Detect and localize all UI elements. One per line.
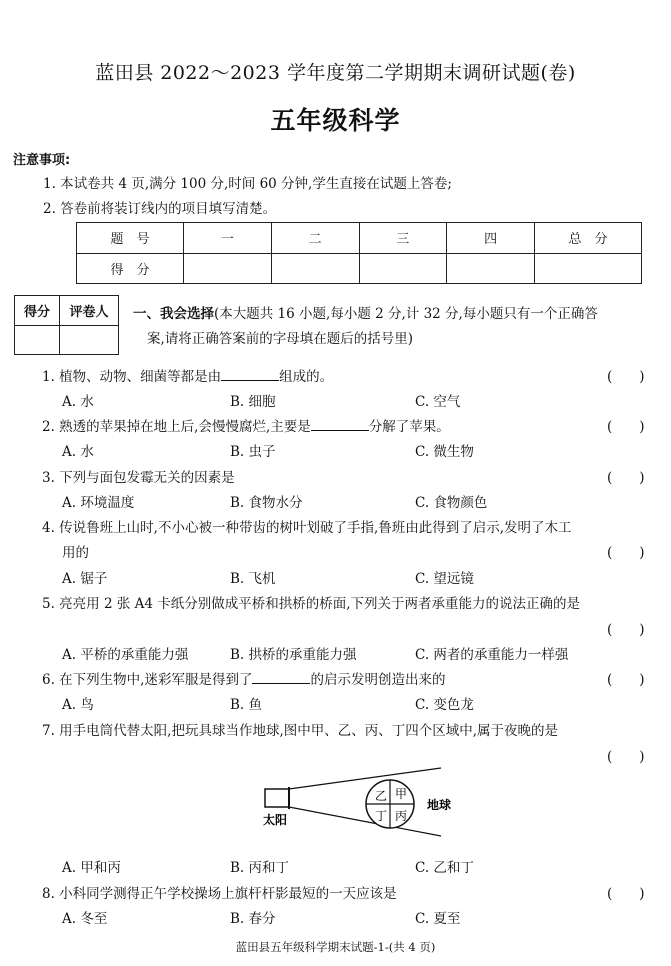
score-header-cell: 二	[271, 223, 359, 254]
section-1-title: 一、我会选择	[133, 306, 214, 322]
grader-score-blank[interactable]	[15, 325, 60, 355]
question-4-stem: 4. 传说鲁班上山时,不小心被一种带齿的树叶划破了手指,鲁班由此得到了启示,发明了木工	[42, 520, 572, 536]
answer-bracket[interactable]: ( )	[607, 545, 645, 561]
score-row-label: 得 分	[77, 253, 184, 284]
score-blank-cell[interactable]	[184, 253, 272, 284]
answer-bracket[interactable]: ( )	[607, 672, 645, 688]
score-header-cell: 三	[359, 223, 447, 254]
score-header-cell: 一	[184, 223, 272, 254]
question-8-option-a: A. 冬至	[62, 911, 108, 927]
score-blank-cell[interactable]	[447, 253, 535, 284]
section-1-desc-line2: 案,请将正确答案前的字母填在题后的括号里)	[147, 331, 414, 347]
question-3-option-a: A. 环境温度	[62, 495, 135, 511]
score-blank-cell[interactable]	[271, 253, 359, 284]
grader-name-label: 评卷人	[60, 296, 119, 326]
question-6-option-b: B. 鱼	[230, 697, 263, 713]
question-1-option-b: B. 细胞	[230, 394, 276, 410]
question-2-stem: 2. 熟透的苹果掉在地上后,会慢慢腐烂,主要是 分解了苹果。	[42, 419, 450, 435]
question-8-option-b: B. 春分	[230, 911, 276, 927]
answer-blank[interactable]	[311, 418, 369, 431]
page-footer: 蓝田县五年级科学期末试题-1-(共 4 页)	[235, 940, 436, 954]
answer-bracket[interactable]: ( )	[607, 470, 645, 486]
grader-name-blank[interactable]	[60, 325, 119, 355]
answer-bracket[interactable]: ( )	[607, 749, 645, 765]
notice-item-2: 2. 答卷前将装订线内的项目填写清楚。	[43, 201, 277, 217]
earth-label: 地球	[426, 798, 452, 812]
region-label-ding: 丁	[374, 809, 388, 823]
region-label-jia: 甲	[394, 787, 408, 801]
score-header-cell: 四	[447, 223, 535, 254]
flashlight-icon	[265, 789, 289, 807]
answer-blank[interactable]	[221, 368, 279, 381]
question-5-option-c: C. 两者的承重能力一样强	[415, 647, 569, 663]
question-3-stem: 3. 下列与面包发霉无关的因素是	[42, 470, 235, 486]
notice-item-1: 1. 本试卷共 4 页,满分 100 分,时间 60 分钟,学生直接在试题上答卷;	[43, 176, 452, 192]
flashlight-globe-figure	[255, 762, 455, 844]
section-1-desc-line1: (本大题共 16 小题,每小题 2 分,计 32 分,每小题只有一个正确答	[214, 306, 598, 322]
score-blank-cell[interactable]	[535, 253, 642, 284]
score-header-cell: 题 号	[77, 223, 184, 254]
question-8-option-c: C. 夏至	[415, 911, 461, 927]
question-8-stem: 8. 小科同学测得正午学校操场上旗杆杆影最短的一天应该是	[42, 886, 397, 902]
question-7-option-a: A. 甲和丙	[62, 860, 121, 876]
question-4-option-c: C. 望远镜	[415, 571, 474, 587]
question-4-option-b: B. 飞机	[230, 571, 276, 587]
grader-score-label: 得分	[15, 296, 60, 326]
answer-bracket[interactable]: ( )	[607, 369, 645, 385]
score-table	[76, 222, 642, 284]
answer-bracket[interactable]: ( )	[607, 622, 645, 638]
score-header-cell: 总 分	[535, 223, 642, 254]
score-blank-cell[interactable]	[359, 253, 447, 284]
question-6-option-a: A. 鸟	[62, 697, 94, 713]
question-2-option-c: C. 微生物	[415, 444, 474, 460]
light-beam-upper	[289, 768, 441, 789]
question-4-option-a: A. 锯子	[62, 571, 108, 587]
sun-label: 太阳	[262, 813, 288, 827]
question-2-option-b: B. 虫子	[230, 444, 276, 460]
question-6-option-c: C. 变色龙	[415, 697, 474, 713]
notice-heading: 注意事项:	[13, 153, 71, 168]
question-6-stem: 6. 在下列生物中,迷彩军服是得到了 的启示发明创造出来的	[42, 672, 446, 688]
region-label-bing: 丙	[394, 809, 408, 823]
question-2-option-a: A. 水	[62, 444, 94, 460]
light-beam-lower	[289, 807, 441, 836]
answer-bracket[interactable]: ( )	[607, 886, 645, 902]
question-1-option-a: A. 水	[62, 394, 94, 410]
question-5-option-a: A. 平桥的承重能力强	[62, 647, 189, 663]
question-7-stem: 7. 用手电筒代替太阳,把玩具球当作地球,图中甲、乙、丙、丁四个区域中,属于夜晚的是	[42, 723, 559, 739]
exam-title: 蓝田县 2022～2023 学年度第二学期期末调研试题(卷)	[95, 62, 576, 84]
region-label-yi: 乙	[374, 789, 388, 803]
question-3-option-c: C. 食物颜色	[415, 495, 488, 511]
answer-blank[interactable]	[252, 671, 310, 684]
section-1-heading	[133, 302, 598, 352]
question-5-stem: 5. 亮亮用 2 张 A4 卡纸分别做成平桥和拱桥的桥面,下列关于两者承重能力的说法正确的是	[42, 596, 581, 612]
question-5-option-b: B. 拱桥的承重能力强	[230, 647, 357, 663]
question-1-stem: 1. 植物、动物、细菌等都是由 组成的。	[42, 369, 334, 385]
exam-subject-title: 五年级科学	[270, 106, 401, 135]
question-3-option-b: B. 食物水分	[230, 495, 303, 511]
question-7-option-b: B. 丙和丁	[230, 860, 290, 876]
question-7-option-c: C. 乙和丁	[415, 860, 474, 876]
question-4-stem-cont: 用的	[62, 545, 89, 561]
question-1-option-c: C. 空气	[415, 394, 461, 410]
answer-bracket[interactable]: ( )	[607, 419, 645, 435]
grader-box	[14, 295, 119, 355]
